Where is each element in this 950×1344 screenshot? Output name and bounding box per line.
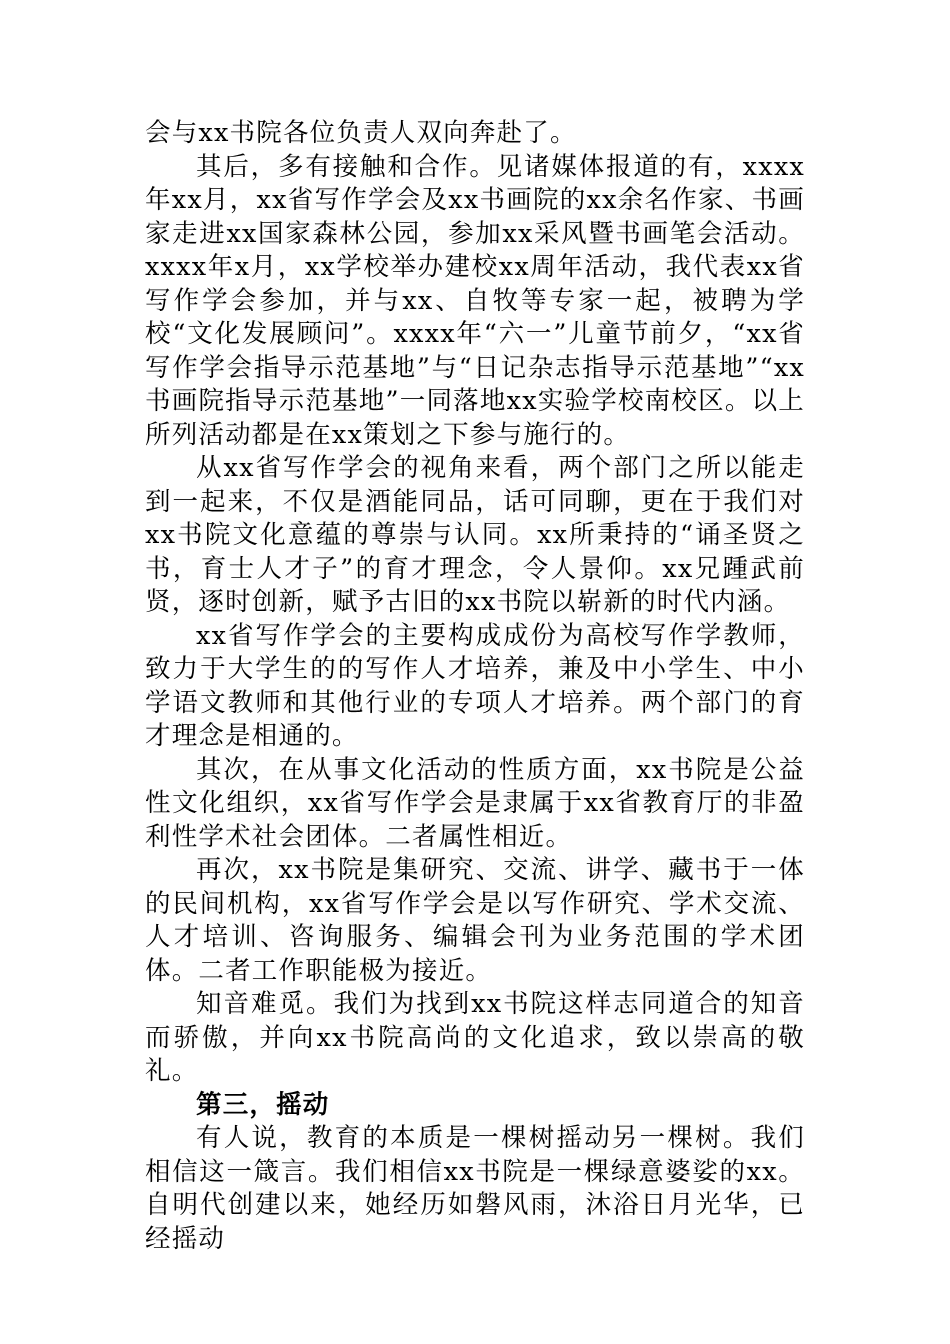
section-heading: 第三，摇动 — [196, 1089, 330, 1120]
paragraph-perspective: 从xx省写作学会的视角来看，两个部门之所以能走到一起来，不仅是酒能同品，话可同聊，更在于我们对xx书院文化意蕴的尊崇与认同。xx所秉持的“诵圣贤之书，育士人才子”的育才理念，令人景仰。xx兄踵武前贤，逐时创新，赋予古旧的xx书院以崭新的时代内涵。 — [145, 453, 805, 617]
paragraph-membership: xx省写作学会的主要构成成份为高校写作学教师，致力于大学生的的写作人才培养，兼及中小学生、中小学语文教师和其他行业的专项人才培养。两个部门的育才理念是相通的。 — [145, 620, 805, 751]
paragraph-continuation: 会与xx书院各位负责人双向奔赴了。 — [145, 118, 577, 148]
paragraph-nature: 其次，在从事文化活动的性质方面，xx书院是公益性文化组织，xx省写作学会是隶属于xx省教育厅的非盈利性学术社会团体。二者属性相近。 — [145, 754, 805, 852]
paragraph-cooperation: 其后，多有接触和合作。见诸媒体报道的有，xxxx年xx月，xx省写作学会及xx书画院的xx余名作家、书画家走进xx国家森林公园，参加xx采风暨书画笔会活动。xxxx年x月，xx学校举办建校xx周年活动，我代表xx省写作学会参加，并与xx、自牧等专家一起，被聘为学校“文化发展顾问”。xxxx年“六一”儿童节前夕，“xx省写作学会指导示范基地”与“日记杂志指导示范基地”“xx书画院指导示范基地”一同落地xx实验学校南校区。以上所列活动都是在xx策划之下参与施行的。 — [145, 151, 805, 450]
document-page — [145, 117, 805, 1256]
paragraph-shaking: 有人说，教育的本质是一棵树摇动另一棵树。我们相信这一箴言。我们相信xx书院是一棵绿意婆娑的xx。自明代创建以来，她经历如磐风雨，沐浴日月光华，已经摇动 — [145, 1123, 805, 1254]
paragraph-function: 再次，xx书院是集研究、交流、讲学、藏书于一体的民间机构，xx省写作学会是以写作研究、学术交流、人才培训、咨询服务、编辑会刊为业务范围的学术团体。二者工作职能极为接近。 — [145, 855, 805, 986]
paragraph-kindred-spirit: 知音难觅。我们为找到xx书院这样志同道合的知音而骄傲，并向xx书院高尚的文化追求，致以崇高的敬礼。 — [145, 989, 805, 1086]
